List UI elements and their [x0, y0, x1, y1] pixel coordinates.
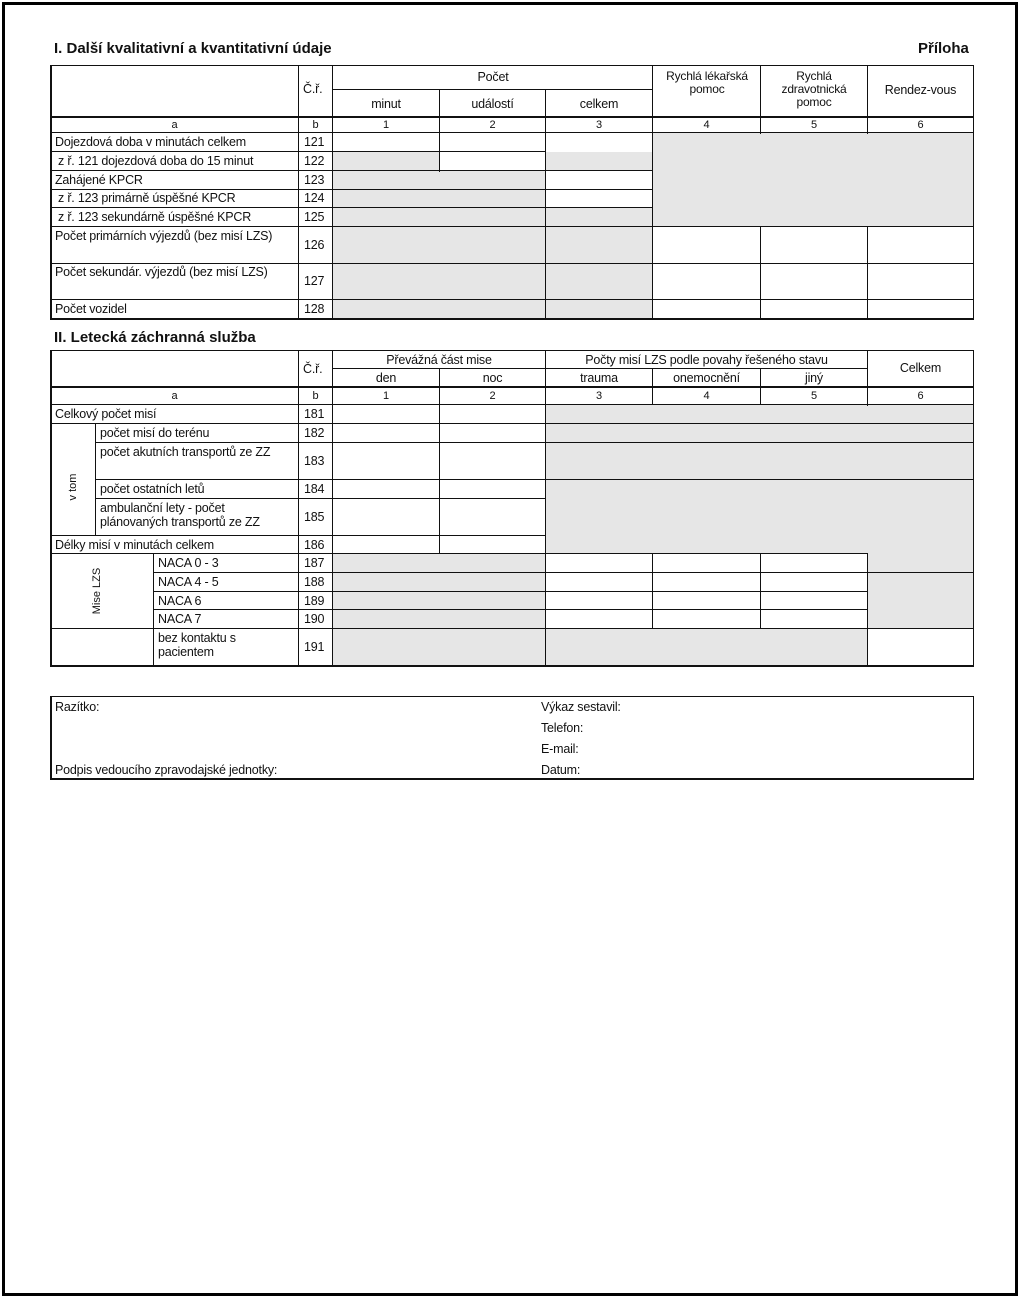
shade-s1-d	[333, 171, 546, 226]
s1-row-label: Dojezdová doba v minutách celkem	[55, 135, 246, 149]
s1-header-udalosti: událostí	[471, 97, 514, 111]
s2-row-label: počet ostatních letů	[100, 482, 205, 496]
s1-num-5: 5	[811, 119, 817, 131]
s1-row-code: 126	[304, 238, 325, 252]
s2-row-code: 187	[304, 556, 325, 570]
s1-num-6: 6	[917, 119, 924, 131]
s1-row-label: Počet vozidel	[55, 302, 127, 316]
s2-row-label: ambulanční lety - počet plánovaných transportů ze ZZ	[100, 501, 260, 529]
v-tom-label: v tom	[67, 473, 79, 501]
s1-row-label: z ř. 123 sekundárně úspěšné KPCR	[58, 210, 252, 224]
shade-s1-c	[333, 152, 439, 171]
s2-header-cr: Č.ř.	[303, 362, 323, 376]
s1-row-code: 128	[304, 302, 325, 316]
s1-row-code: 122	[304, 154, 325, 168]
s1-row-code: 123	[304, 173, 325, 187]
s2-row-label: NACA 0 - 3	[158, 556, 219, 570]
shade-s2-c	[546, 480, 974, 535]
s1-row-label: z ř. 121 dojezdová doba do 15 minut	[58, 154, 254, 168]
datum-label: Datum:	[541, 763, 581, 777]
s2-row-code: 182	[304, 426, 325, 440]
s1-num-3: 3	[596, 119, 602, 131]
s2-row-code: 189	[304, 594, 325, 608]
s1-row-code: 127	[304, 274, 325, 288]
s2-header-noc: noc	[482, 371, 503, 385]
s2-row-code: 183	[304, 454, 325, 468]
s2-row-label: NACA 6	[158, 594, 202, 608]
s2-num-3: 3	[596, 390, 602, 402]
s2-row-code: 188	[304, 575, 325, 589]
s2-row-a: a	[171, 390, 178, 402]
s1-header-celkem: celkem	[579, 97, 619, 111]
shade-s2-b	[546, 443, 974, 480]
s1-header-rv: Rendez-vous	[884, 83, 957, 97]
mise-lzs-label: Mise LZS	[91, 567, 103, 615]
s2-num-4: 4	[703, 390, 710, 402]
s2-row-code: 185	[304, 510, 325, 524]
s2-row-label: bez kontaktu s pacientem	[158, 631, 236, 659]
vykaz-label: Výkaz sestavil:	[541, 700, 621, 714]
s2-num-1: 1	[383, 390, 389, 402]
s1-row-b: b	[312, 119, 319, 131]
s2-row-code: 186	[304, 538, 325, 552]
s1-header-cr: Č.ř.	[303, 82, 323, 96]
s2-row-b: b	[312, 390, 319, 402]
s2-row-label: počet misí do terénu	[100, 426, 210, 440]
s1-row-code: 125	[304, 210, 325, 224]
s2-row-code: 190	[304, 612, 325, 626]
s1-header-count-group: Počet	[477, 70, 509, 84]
shade-s2-f	[867, 554, 974, 629]
s1-row-label: Počet sekundár. výjezdů (bez misí LZS)	[55, 265, 268, 279]
s2-header-celkem: Celkem	[899, 361, 942, 375]
s1-row-code: 121	[304, 135, 325, 149]
s2-header-trauma: trauma	[580, 371, 618, 385]
s2-num-2: 2	[489, 390, 496, 402]
s1-header-rzp: Rychlá zdravotnická pomoc	[781, 69, 847, 109]
email-label: E-mail:	[541, 742, 579, 756]
s2-num-5: 5	[811, 390, 817, 402]
s2-row-label: Celkový počet misí	[55, 407, 157, 421]
s2-row-label: NACA 4 - 5	[158, 575, 219, 589]
s2-header-prevazna: Převážná část mise	[386, 353, 492, 367]
s2-row-label: Délky misí v minutách celkem	[55, 538, 215, 552]
section2-title: II. Letecká záchranná služba	[54, 329, 256, 346]
s1-num-4: 4	[703, 119, 710, 131]
shade-s1-e	[546, 208, 653, 226]
s2-num-6: 6	[917, 390, 924, 402]
shade-s1-b	[653, 133, 974, 226]
s2-header-pocty: Počty misí LZS podle povahy řešeného stavu	[585, 353, 828, 367]
s1-row-label: Zahájené KPCR	[55, 173, 143, 187]
annex-label: Příloha	[918, 40, 969, 57]
shade-s1-a	[546, 152, 653, 171]
shade-s2-g	[546, 628, 867, 665]
s1-row-label: Počet primárních výjezdů (bez misí LZS)	[55, 229, 273, 243]
podpis-label: Podpis vedoucího zpravodajské jednotky:	[55, 763, 278, 777]
s1-num-1: 1	[383, 119, 389, 131]
s2-row-label: počet akutních transportů ze ZZ	[100, 445, 271, 459]
s1-num-2: 2	[489, 119, 496, 131]
telefon-label: Telefon:	[541, 721, 584, 735]
s1-header-rlp: Rychlá lékařská pomoc	[666, 69, 748, 96]
s1-header-minut: minut	[371, 97, 401, 111]
s1-row-a: a	[171, 119, 178, 131]
shade-s1-f	[333, 226, 653, 318]
shade-s2-a	[546, 405, 974, 443]
s2-row-code: 184	[304, 482, 325, 496]
s1-row-code: 124	[304, 191, 325, 205]
s2-row-label: NACA 7	[158, 612, 202, 626]
s2-header-den: den	[375, 371, 397, 385]
shade-s2-d	[546, 535, 974, 554]
section1-title: I. Další kvalitativní a kvantitativní údaje	[54, 40, 332, 57]
s2-row-code: 191	[304, 640, 325, 654]
s1-row-label: z ř. 123 primárně úspěšné KPCR	[58, 191, 236, 205]
s2-header-jiny: jiný	[805, 371, 823, 385]
s2-header-onemocneni: onemocnění	[673, 371, 740, 385]
razitko-label: Razítko:	[55, 700, 100, 714]
s2-row-code: 181	[304, 407, 325, 421]
